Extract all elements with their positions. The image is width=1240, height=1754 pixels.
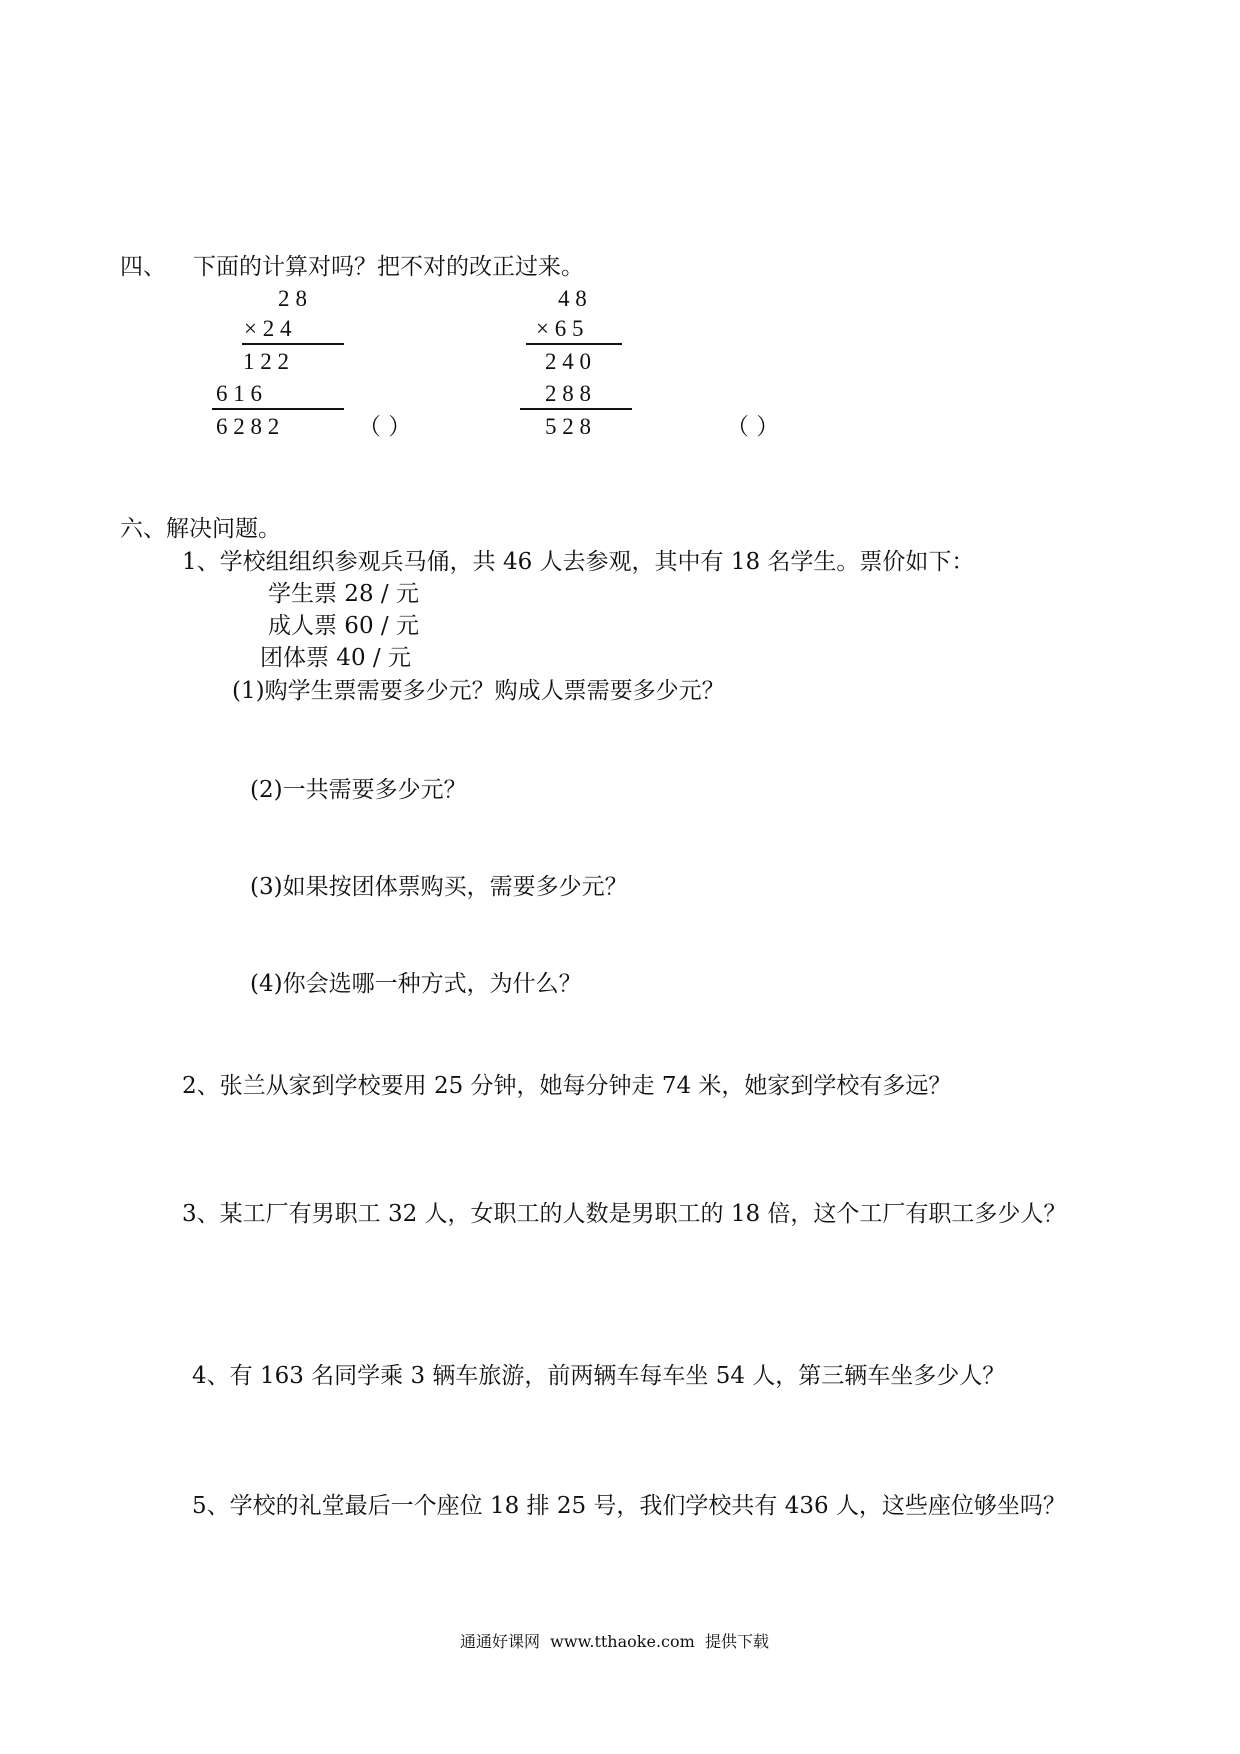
question-4: 4、有 163 名同学乘 3 辆车旅游，前两辆车每车坐 54 人，第三辆车坐多少人？ — [192, 1363, 1006, 1389]
calc2-multiplicand: 4 8 — [558, 286, 587, 311]
question-2: 2、张兰从家到学校要用 25 分钟，她每分钟走 74 米，她家到学校有多远？ — [182, 1073, 952, 1099]
price-group: 团体票 40 / 元 — [260, 645, 411, 671]
footer-credit: 通通好课网 www.tthaoke.com 提供下载 — [460, 1632, 769, 1651]
question-1: 1、学校组组织参观兵马俑，共 46 人去参观，其中有 18 名学生。票价如下： — [182, 549, 975, 575]
section6-heading: 六、解决问题。 — [120, 516, 281, 542]
calc1-rule-1 — [242, 343, 344, 345]
question-1-sub-2: (2)一共需要多少元？ — [250, 777, 467, 803]
calc1-rule-2 — [212, 408, 344, 410]
price-student: 学生票 28 / 元 — [268, 581, 419, 607]
question-1-sub-4: (4)你会选哪一种方式，为什么？ — [250, 971, 582, 997]
calc1-judge-blank[interactable]: （ ） — [358, 414, 412, 440]
calc1-partial-1: 1 2 2 — [243, 349, 289, 374]
calc2-judge-blank[interactable]: （ ） — [726, 414, 780, 440]
calc1-product: 6 2 8 2 — [216, 414, 280, 439]
section4-heading: 下面的计算对吗？把不对的改正过来。 — [193, 254, 584, 280]
question-1-sub-3: (3)如果按团体票购买，需要多少元？ — [250, 874, 628, 900]
calc2-product: 5 2 8 — [545, 414, 591, 439]
calc2-partial-2: 2 8 8 — [545, 381, 591, 406]
question-3: 3、某工厂有男职工 32 人，女职工的人数是男职工的 18 倍，这个工厂有职工多少人？ — [182, 1201, 1067, 1227]
calc2-rule-2 — [520, 408, 632, 410]
calc1-partial-2: 6 1 6 — [216, 381, 262, 406]
section4-number: 四、 — [120, 254, 166, 280]
question-1-sub-1: (1)购学生票需要多少元？购成人票需要多少元？ — [232, 678, 725, 704]
calc2-rule-1 — [526, 343, 622, 345]
calc2-partial-1: 2 4 0 — [545, 349, 591, 374]
calc1-multiplicand: 28 — [278, 286, 313, 311]
calc2-multiplier: × 6 5 — [536, 316, 584, 341]
question-5: 5、学校的礼堂最后一个座位 18 排 25 号，我们学校共有 436 人，这些座位够坐吗？ — [192, 1493, 1066, 1519]
price-adult: 成人票 60 / 元 — [268, 613, 419, 639]
calc1-multiplier: × 2 4 — [244, 316, 292, 341]
